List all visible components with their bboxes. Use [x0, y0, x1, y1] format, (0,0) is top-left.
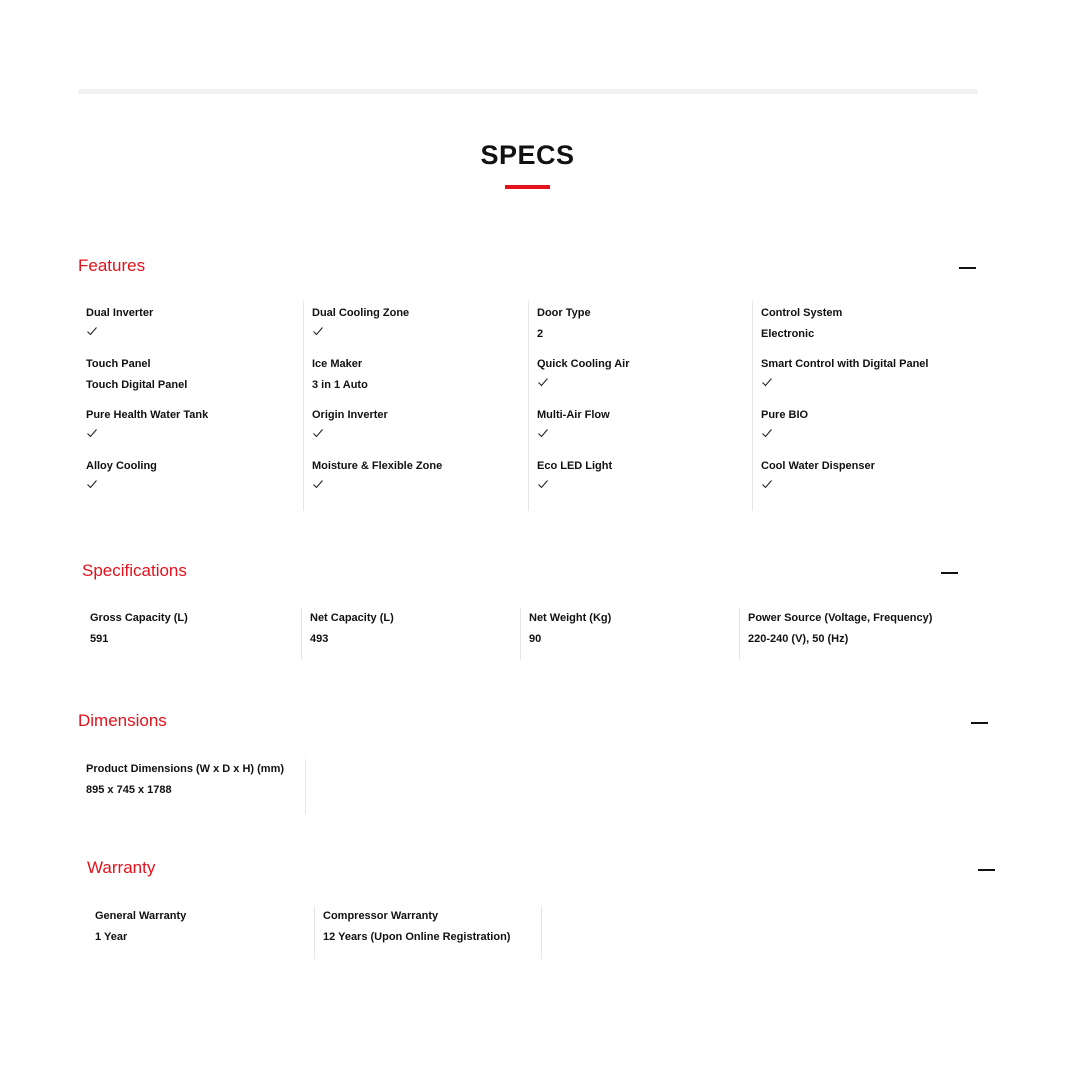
- specifications-cell: [301, 608, 520, 660]
- check-icon: [312, 427, 324, 439]
- spec-label: Door Type: [537, 307, 591, 319]
- check-icon: [312, 325, 324, 337]
- spec-label: Quick Cooling Air: [537, 358, 630, 370]
- spec-item: [761, 357, 978, 392]
- section-title-specifications: Specifications: [82, 561, 187, 580]
- warranty-collapse-button[interactable]: [978, 860, 996, 880]
- spec-item: [529, 611, 739, 646]
- spec-item: [86, 408, 303, 443]
- spec-label: Net Weight (Kg): [529, 612, 612, 624]
- spec-item: [86, 762, 305, 797]
- features-column: [752, 301, 978, 511]
- features-collapse-button[interactable]: [959, 258, 977, 278]
- spec-value: 1 Year: [95, 931, 128, 943]
- spec-value: 895 x 745 x 1788: [86, 784, 172, 796]
- spec-value: 3 in 1 Auto: [312, 379, 368, 391]
- check-icon: [761, 427, 773, 439]
- check-icon: [537, 427, 549, 439]
- features-column: [528, 301, 752, 511]
- spec-label: Gross Capacity (L): [90, 612, 188, 624]
- specifications-cell: [739, 608, 958, 660]
- spec-label: Smart Control with Digital Panel: [761, 358, 929, 370]
- spec-value: 90: [529, 633, 542, 645]
- spec-item: [312, 306, 528, 341]
- spec-label: Dual Inverter: [86, 307, 154, 319]
- spec-label: Touch Panel: [86, 358, 151, 370]
- spec-item: [86, 459, 303, 494]
- warranty-grid: [87, 906, 543, 959]
- spec-value: Electronic: [761, 328, 815, 340]
- spec-label: Origin Inverter: [312, 409, 388, 421]
- spec-item: [312, 459, 528, 494]
- spec-value: 2: [537, 328, 544, 340]
- spec-item: [86, 357, 303, 392]
- check-icon: [312, 478, 324, 490]
- specifications-collapse-button[interactable]: [941, 563, 959, 583]
- specifications-cell: [520, 608, 739, 660]
- spec-value: 12 Years (Upon Online Registration): [323, 931, 511, 943]
- spec-label: Control System: [761, 307, 843, 319]
- spec-label: Multi-Air Flow: [537, 409, 610, 421]
- warranty-section: [87, 858, 1002, 968]
- spec-label: Cool Water Dispenser: [761, 460, 875, 472]
- check-icon: [537, 376, 549, 388]
- spec-item: [312, 357, 528, 392]
- dimensions-grid: [78, 759, 307, 814]
- spec-item: [312, 408, 528, 443]
- spec-label: Power Source (Voltage, Frequency): [748, 612, 933, 624]
- spec-label: Ice Maker: [312, 358, 363, 370]
- check-icon: [761, 478, 773, 490]
- check-icon: [761, 376, 773, 388]
- spec-label: Product Dimensions (W x D x H) (mm): [86, 763, 285, 775]
- dimensions-section: [78, 711, 993, 821]
- section-title-warranty: Warranty: [87, 858, 156, 877]
- title-underline: [505, 185, 550, 189]
- spec-value: 591: [90, 633, 109, 645]
- spec-value: 220-240 (V), 50 (Hz): [748, 633, 849, 645]
- spec-label: Eco LED Light: [537, 460, 613, 472]
- features-column: [303, 301, 528, 511]
- dimensions-header[interactable]: [78, 711, 167, 737]
- spec-item: [537, 408, 752, 443]
- spec-label: Pure Health Water Tank: [86, 409, 209, 421]
- features-grid: [78, 301, 978, 511]
- spec-label: Alloy Cooling: [86, 460, 157, 472]
- top-divider: [78, 89, 978, 94]
- features-header[interactable]: [78, 256, 145, 282]
- spec-item: [537, 357, 752, 392]
- dimensions-collapse-button[interactable]: [971, 713, 989, 733]
- spec-item: [761, 408, 978, 443]
- spec-item: [323, 909, 541, 944]
- check-icon: [537, 478, 549, 490]
- warranty-header[interactable]: [87, 858, 155, 884]
- spec-label: Pure BIO: [761, 409, 809, 421]
- spec-item: [761, 459, 978, 494]
- check-icon: [86, 478, 98, 490]
- spec-item: [761, 306, 978, 341]
- warranty-cell: [314, 906, 542, 959]
- specifications-header[interactable]: [82, 561, 187, 587]
- specifications-section: [82, 561, 962, 661]
- page-title: SPECS: [480, 140, 575, 170]
- spec-item: [95, 909, 314, 944]
- section-title-features: Features: [78, 256, 146, 275]
- check-icon: [86, 325, 98, 337]
- spec-label: Net Capacity (L): [310, 612, 394, 624]
- spec-value: Touch Digital Panel: [86, 379, 188, 391]
- spec-item: [748, 611, 958, 646]
- spec-item: [86, 306, 303, 341]
- spec-item: [537, 306, 752, 341]
- spec-label: Compressor Warranty: [323, 910, 439, 922]
- features-section: [78, 256, 978, 516]
- check-icon: [86, 427, 98, 439]
- spec-label: Moisture & Flexible Zone: [312, 460, 443, 472]
- spec-label: General Warranty: [95, 910, 187, 922]
- warranty-cell: [87, 906, 314, 959]
- dimensions-cell: [78, 759, 306, 814]
- spec-item: [90, 611, 301, 646]
- spec-value: 493: [310, 633, 329, 645]
- spec-item: [537, 459, 752, 494]
- spec-item: [310, 611, 520, 646]
- specifications-grid: [82, 608, 958, 660]
- spec-label: Dual Cooling Zone: [312, 307, 410, 319]
- features-column: [78, 301, 303, 511]
- specifications-cell: [82, 608, 301, 660]
- section-title-dimensions: Dimensions: [78, 711, 167, 730]
